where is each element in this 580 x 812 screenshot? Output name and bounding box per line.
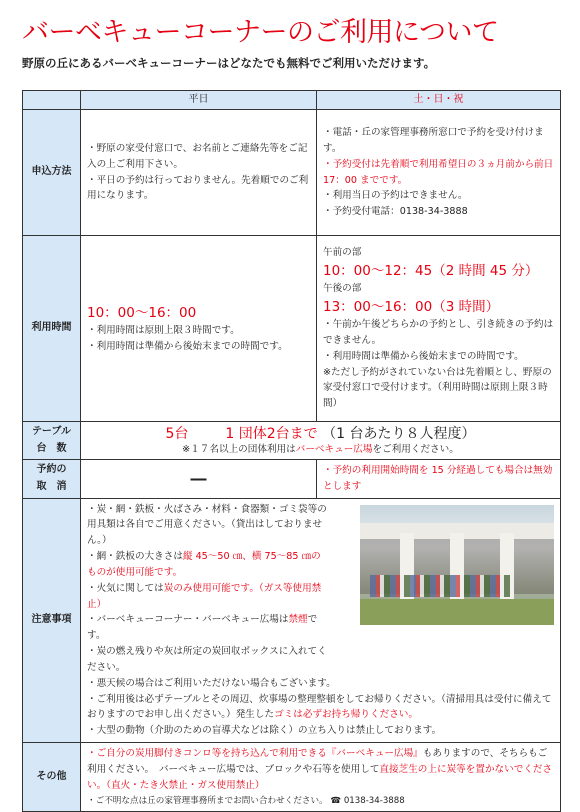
usage-label: 利用時間: [23, 236, 81, 422]
page-title: バーベキューコーナーのご利用について: [22, 17, 499, 48]
other-line-1: [87, 746, 556, 793]
notes-item-highlight: ゴミは必ずお持ち帰りください。: [274, 709, 418, 721]
usage-weekday-time: 10：00〜16：00: [87, 304, 197, 321]
usage-holiday-item: ・午前か午後どちらかの予約とし、引き続きの予約はできません。: [323, 319, 554, 346]
notes-wrap: [81, 499, 560, 742]
notes-item: [87, 676, 556, 692]
header-weekday: 平日: [81, 91, 317, 110]
notes-item-text: ・バーベキューコーナー・バーベキュー広場は: [87, 614, 289, 626]
application-weekday: [81, 110, 317, 236]
application-holiday-item: ・電話・丘の家管理事務所窓口で予約を受け付けます。: [323, 127, 544, 154]
other-content: [81, 743, 561, 812]
notes-item-after: です。: [87, 614, 318, 642]
usage-holiday-item: ※ただし予約がされていない台は先着順とし、野原の家受付窓口で受付けます。（利用時間は原則上限３時間）: [323, 366, 552, 410]
usage-weekday-item: ・利用時間は原則上限３時間です。: [87, 324, 240, 336]
notes-item: [87, 692, 556, 724]
application-holiday: [317, 110, 561, 236]
notes-item: [87, 502, 329, 549]
application-label: 申込方法: [23, 110, 81, 236]
notes-item-text: ・大型の動物（介助のための盲導犬などは除く）の立ち入りは禁止しております。: [87, 725, 442, 737]
application-row: [23, 110, 561, 236]
other-line-1-rest: もありますので、そちらもご利用ください。 バーベキュー広場では、ブロックや石等を使用して: [87, 748, 548, 775]
cancel-weekday: ―: [81, 460, 317, 499]
tables-note-prefix: ※１７名以上の団体利用は: [182, 443, 296, 455]
header-empty: [23, 91, 81, 110]
cancel-holiday-text: ・予約の利用開始時間を 15 分経過しても場合は無効とします: [323, 465, 553, 492]
tables-label-line: テーブル: [31, 426, 72, 437]
cancel-row: [23, 460, 561, 499]
other-phone: 0138-34-3888: [343, 795, 405, 806]
tables-summary: [81, 425, 560, 443]
notes-item-highlight: 炭のみ使用可能です。（ガス等使用禁止）: [87, 582, 322, 610]
notes-item-text: ・炭の燃え残りや灰は所定の炭回収ボックスに入れてください。: [87, 646, 327, 673]
application-weekday-item: ・平日の予約は行っておりません。先着順でのご利用になります。: [87, 174, 309, 202]
notes-item-highlight: 縦 45〜50 ㎝、横 75〜85 ㎝のものが使用可能です。: [87, 551, 321, 578]
notes-item-text: ・ご利用後は必ずテーブルとその周辺、炊事場の整理整頓をしてお帰りください。（清掃用具は受付に備えておりますのでお申し出ください。）発生した: [87, 693, 552, 721]
application-holiday-item: ・予約受付電話：0138-34-3888: [323, 206, 468, 218]
other-line-1-red: ・ご自分の炭用脚付きコンロ等を持ち込んで利用できる『バーベキュー広場』: [87, 748, 423, 760]
cancel-label-line: 予約の: [36, 464, 67, 476]
tables-per-table: （1 台あたり８人程度）: [322, 425, 476, 442]
usage-weekday: [81, 236, 317, 422]
tables-label-line: 台 数: [36, 442, 67, 454]
tables-label: [23, 422, 81, 460]
other-label: その他: [23, 743, 81, 812]
other-line-1-red2: 直接芝生の上に炭等を置かないでください。（直火・たき火禁止・ガス使用禁止）: [87, 763, 553, 791]
notes-item: [87, 723, 556, 739]
notes-item-text: ・炭・網・鉄板・火ばさみ・材料・食器類・ゴミ袋等の用具類は各自でご用意ください。（貸出はしておりません。）: [87, 503, 327, 547]
usage-pm-label: 午後の部: [323, 283, 362, 295]
phone-icon: ☎: [330, 795, 342, 806]
usage-pm-time: 13：00〜16：00（3 時間）: [323, 298, 500, 315]
notes-item-highlight: 禁煙: [288, 614, 308, 626]
usage-holiday-item: ・利用時間は準備から後始末までの時間です。: [323, 350, 524, 362]
usage-weekday-item: ・利用時間は準備から後始末までの時間です。: [87, 340, 288, 352]
cancel-label-line: 取 消: [36, 480, 67, 492]
notes-item: [87, 581, 329, 613]
usage-am-time: 10：00〜12：45（2 時間 45 分）: [323, 262, 539, 279]
application-weekday-item: ・野原の家受付窓口で、お名前とご連絡先等をご記入の上ご利用下さい。: [87, 142, 308, 170]
tables-count: 5台: [165, 425, 189, 442]
header-row: [23, 91, 561, 110]
application-holiday-item: ・利用当日の予約はできません。: [323, 190, 468, 202]
other-contact-text: ・ご不明な点は丘の家管理事務所までお問い合わせください。: [87, 795, 328, 806]
tables-group: 1 団体2台まで: [225, 425, 318, 442]
usage-holiday: [317, 236, 561, 422]
barbecue-pavilion-photo: [360, 505, 554, 625]
info-table: [22, 90, 561, 812]
other-line-2: [87, 794, 556, 808]
notes-item-text: ・網・鉄板の大きさは: [87, 551, 183, 563]
notes-row: [23, 498, 561, 742]
notes-item-text: ・悪天候の場合はご利用いただけない場合もございます。: [87, 677, 336, 689]
usage-row: [23, 236, 561, 422]
other-row: [23, 743, 561, 812]
page-subtitle: 野原の丘にあるバーベキューコーナーはどなたでも無料でご利用いただけます。: [22, 56, 436, 70]
notes-label: 注意事項: [23, 498, 81, 742]
application-holiday-item: ・予約受付は先着順で利用希望日の３ヵ月前から前日 17：00 までです。: [323, 158, 554, 186]
tables-content: [81, 422, 561, 460]
notes-item: [87, 549, 329, 581]
usage-am-label: 午前の部: [323, 246, 362, 258]
notes-item: [87, 644, 329, 676]
tables-row: [23, 422, 561, 460]
cancel-holiday: [317, 460, 561, 499]
notes-item: [87, 612, 329, 644]
tables-note: [81, 443, 560, 456]
header-holiday: 土・日・祝: [317, 91, 561, 110]
notes-item-text: ・火気に関しては: [87, 582, 164, 594]
tables-note-suffix: をご利用ください。: [372, 443, 459, 455]
notes-content: [81, 498, 561, 742]
tables-note-highlight: バーベキュー広場: [295, 443, 373, 455]
cancel-label: [23, 460, 81, 499]
